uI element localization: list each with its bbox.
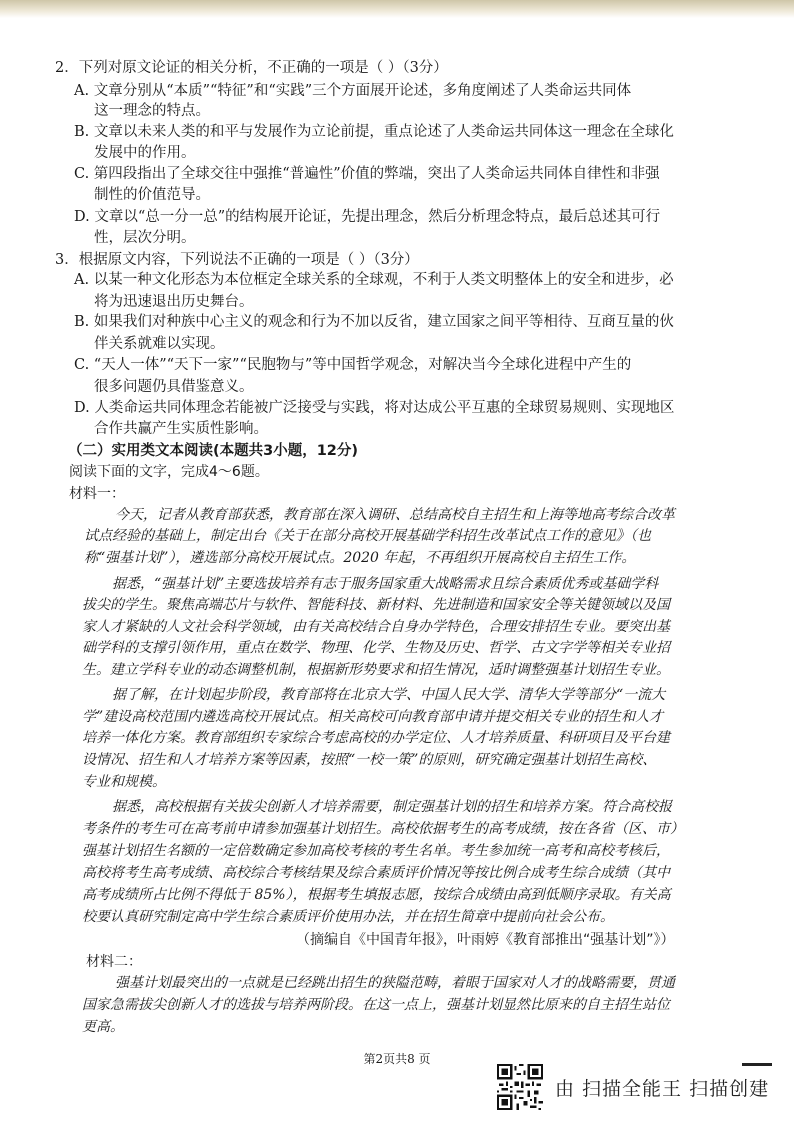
q3-stem: 3．根据原文内容，下列说法不正确的一项是（ ）（3分） xyxy=(55,252,419,268)
material2-line: 更高。 xyxy=(82,1019,124,1035)
q2-option-b: B. 文章以未来人类的和平与发展作为立论前提，重点论述了人类命运共同体这一理念在全球化 xyxy=(74,124,674,140)
material2-line: 强基计划最突出的一点就是已经跳出招生的狭隘范畴，着眼于国家对人才的战略需要，贯通 xyxy=(115,975,675,991)
q2-option-a-cont: 这一理念的特点。 xyxy=(94,103,210,119)
material1-line: 考条件的考生可在高考前申请参加强基计划招生。高校依据考生的高考成绩，按在各省（区、市） xyxy=(82,821,684,837)
q2-stem: 2．下列对原文论证的相关分析，不正确的一项是（ ）（3分） xyxy=(55,60,448,76)
material1-line: 高考成绩所占比例不得低于 85%），根据考生填报志愿，按综合成绩由高到低顺序录取。有关高 xyxy=(82,887,671,903)
material1-label: 材料一： xyxy=(69,486,125,502)
corner-mark xyxy=(742,1063,772,1066)
scan-top-edge xyxy=(0,0,794,18)
material1-line: 强基计划招生名额的一定倍数确定参加高校考核的考生名单。考生参加统一高考和高校考核后， xyxy=(82,843,670,859)
section-title: （二）实用类文本阅读(本题共3小题，12分) xyxy=(68,443,359,459)
material2-label: 材料二： xyxy=(86,954,142,970)
q2-option-c: C. 第四段指出了全球交往中强推“普遍性”价值的弊端，突出了人类命运共同体自律性和非强 xyxy=(74,166,660,182)
material1-line: 础学科的支撑引领作用，重点在数学、物理、化学、生物及历史、哲学、古文字学等相关专业招 xyxy=(82,640,670,656)
q3-option-d-cont: 合作共赢产生实质性影响。 xyxy=(94,421,268,437)
material1-line: 培养一体化方案。教育部组织专家综合考虑高校的办学定位、人才培养质量、科研项目及平台建 xyxy=(82,730,670,746)
material1-line: 称“强基计划”），遴选部分高校开展试点。2020 年起，不再组织开展高校自主招生工作。 xyxy=(84,550,636,566)
q3-option-c-cont: 很多问题仍具借鉴意义。 xyxy=(94,379,254,395)
material1-line: 家人才紧缺的人文社会科学领域，由有关高校结合自身办学特色，合理安排招生专业。要突出基 xyxy=(82,619,670,635)
material1-line: 据悉，高校根据有关拔尖创新人才培养需要，制定强基计划的招生和培养方案。符合高校报 xyxy=(112,799,672,815)
material1-line: 校要认真研究制定高中学生综合素质评价使用办法，并在招生简章中提前向社会公布。 xyxy=(82,909,614,925)
material1-line: 生。建立学科专业的动态调整机制，根据新形势要求和招生情况，适时调整强基计划招生专业。 xyxy=(82,662,670,678)
q2-option-d: D. 文章以“总一分一总”的结构展开论证，先提出理念，然后分析理念特点，最后总述其可行 xyxy=(74,209,661,225)
material1-line: 高校将考生高考成绩、高校综合考核结果及综合素质评价情况等按比例合成考生综合成绩（其中 xyxy=(82,865,670,881)
scanner-watermark: 由 扫描全能王 扫描创建 xyxy=(555,1078,770,1100)
material1-line: 学”建设高校范围内遴选高校开展试点。相关高校可向教育部申请并提交相关专业的招生和人才 xyxy=(82,709,664,725)
page-number: 第2页共8 页 xyxy=(363,1052,431,1066)
material1-line: 设情况、招生和人才培养方案等因素，按照“一校一策”的原则，研究确定强基计划招生高校、 xyxy=(82,752,657,768)
material1-line: 试点经验的基础上，制定出台《关于在部分高校开展基础学科招生改革试点工作的意见》（也 xyxy=(84,528,651,544)
material1-line: 专业和规模。 xyxy=(82,774,166,790)
material1-line: 据了解，在计划起步阶段，教育部将在北京大学、中国人民大学、清华大学等部分“一流大 xyxy=(112,687,666,703)
q2-option-c-cont: 制性的价值范导。 xyxy=(94,187,210,203)
q3-option-b-cont: 伴关系就难以实现。 xyxy=(94,336,225,352)
material1-source: （摘编自《中国青年报》，叶雨婷《教育部推出“强基计划”》） xyxy=(296,932,675,948)
material1-line: 今天，记者从教育部获悉，教育部在深入调研、总结高校自主招生和上海等地高考综合改革 xyxy=(115,507,675,523)
material2-line: 国家急需拔尖创新人才的选拔与培养两阶段。在这一点上，强基计划显然比原来的自主招生站位 xyxy=(82,997,670,1013)
section-instruction: 阅读下面的文字，完成4～6题。 xyxy=(69,464,269,480)
material1-line: 拔尖的学生。聚焦高端芯片与软件、智能科技、新材料、先进制造和国家安全等关键领域以及国 xyxy=(82,597,670,613)
qr-code-icon xyxy=(497,1064,543,1110)
q3-option-d: D. 人类命运共同体理念若能被广泛接受与实践，将对达成公平互惠的全球贸易规则、实现地区 xyxy=(74,400,675,416)
q2-option-d-cont: 性，层次分明。 xyxy=(94,230,196,246)
material1-line: 据悉，“强基计划”主要选拔培养有志于服务国家重大战略需求且综合素质优秀或基础学科 xyxy=(112,576,659,592)
q3-option-a: A. 以某一种文化形态为本位框定全球关系的全球观，不利于人类文明整体上的安全和进步，必 xyxy=(74,272,674,288)
q2-option-b-cont: 发展中的作用。 xyxy=(94,145,196,161)
q3-option-a-cont: 将为迅速退出历史舞台。 xyxy=(94,294,254,310)
q2-option-a: A. 文章分别从“本质”“特征”和“实践”三个方面展开论述，多角度阐述了人类命运共同体 xyxy=(74,83,632,99)
q3-option-c: C. “天人一体”“天下一家”“民胞物与”等中国哲学观念，对解决当今全球化进程中产生的 xyxy=(74,357,632,373)
q3-option-b: B. 如果我们对种族中心主义的观念和行为不加以反省，建立国家之间平等相待、互商互量的伙 xyxy=(74,314,674,330)
